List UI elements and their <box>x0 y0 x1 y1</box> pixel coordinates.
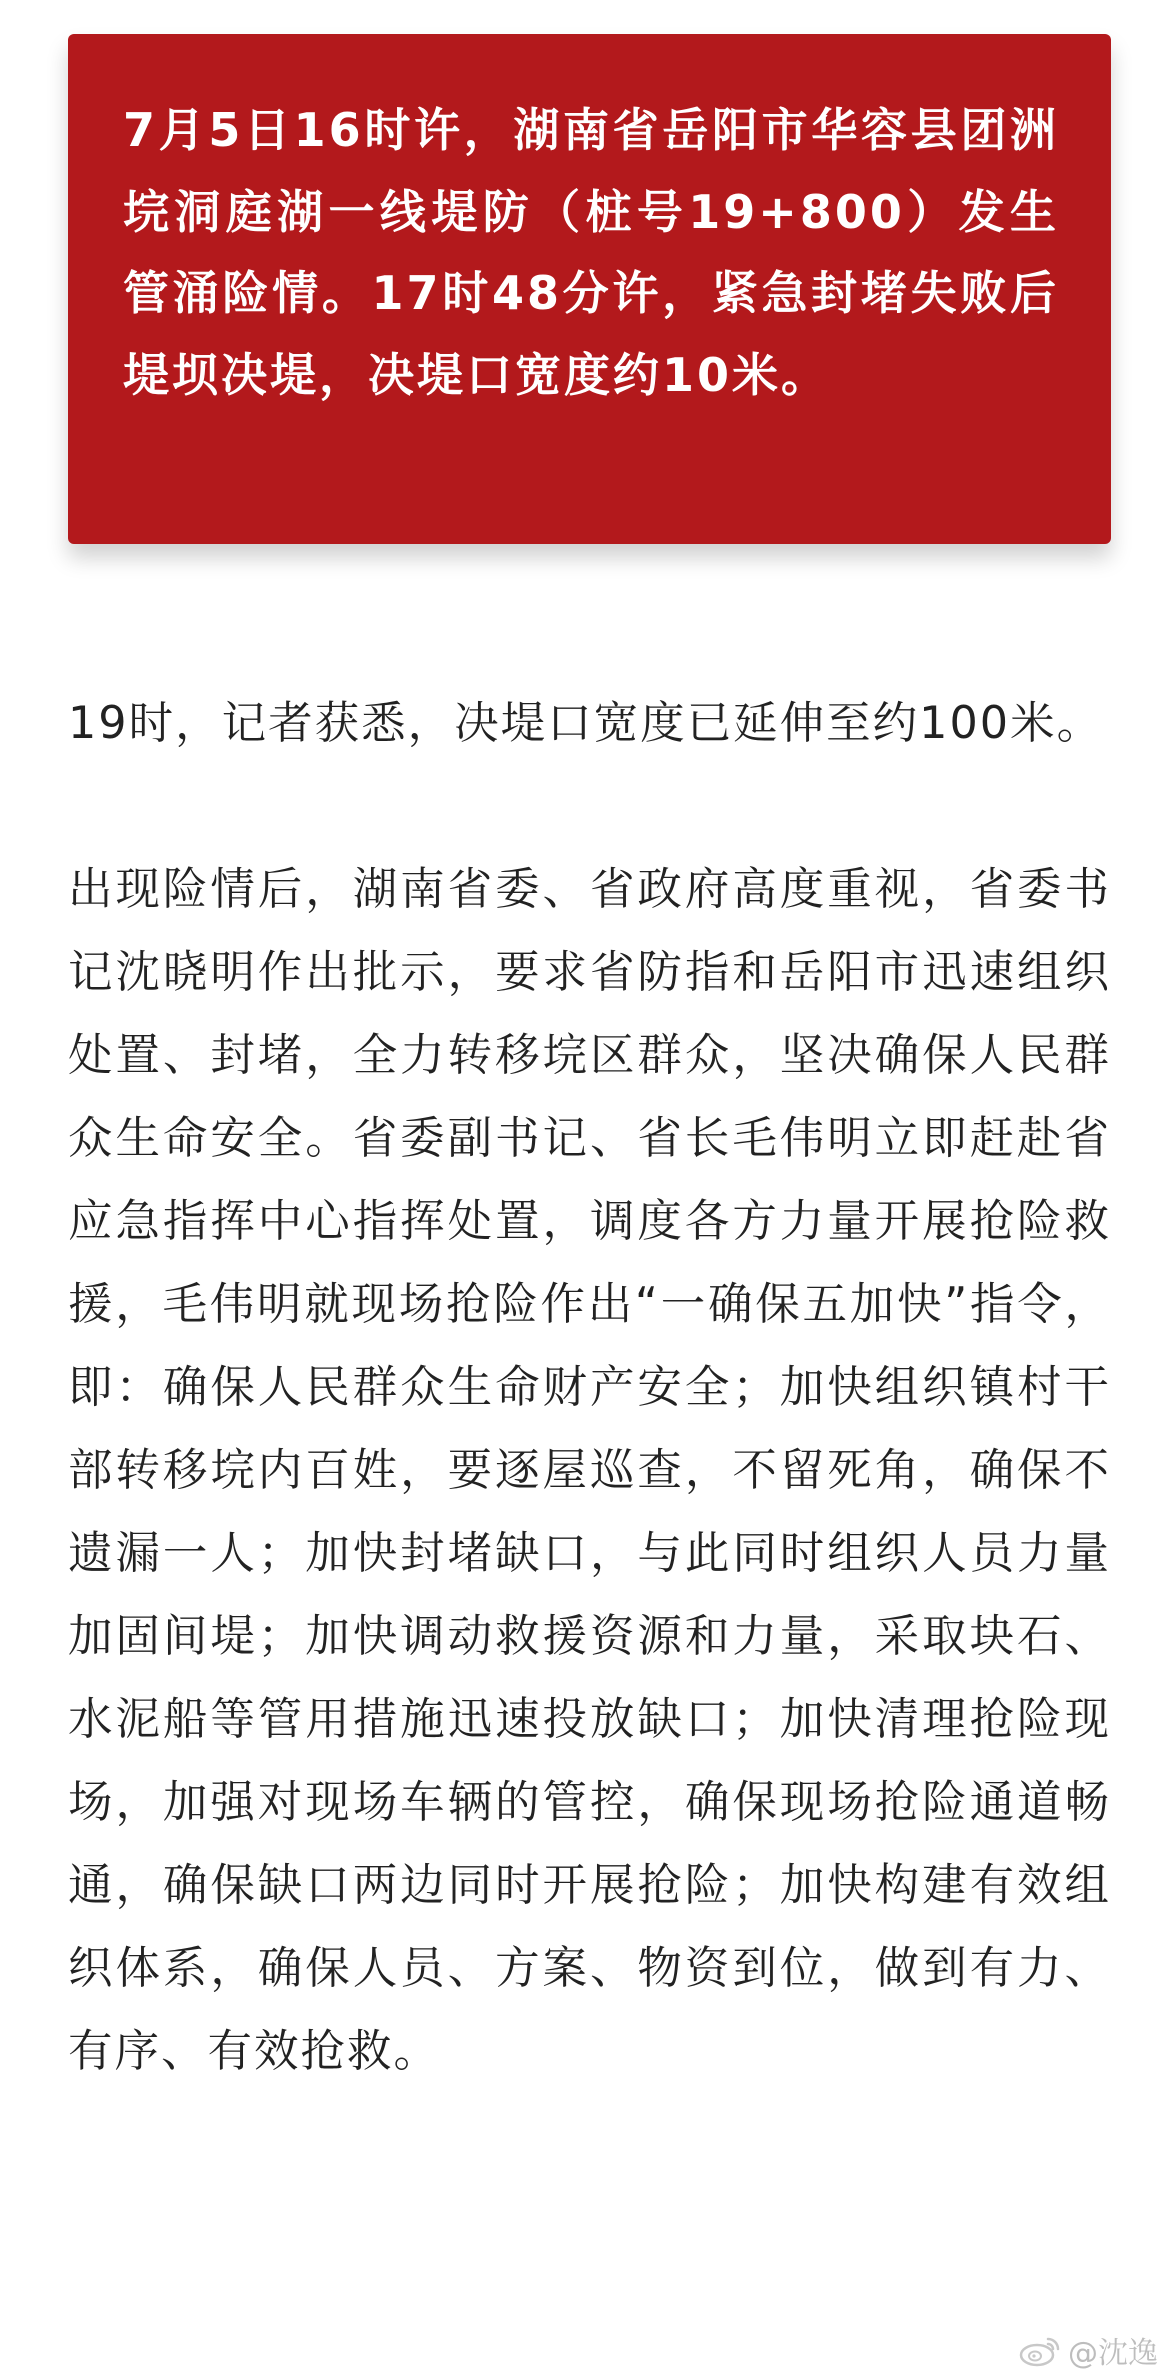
article-body <box>68 682 1111 2093</box>
weibo-icon <box>1018 2333 1062 2367</box>
watermark <box>1018 2328 1158 2372</box>
headline-callout <box>68 34 1111 544</box>
paragraph-response: 出现险情后，湖南省委、省政府高度重视，省委书记沈晓明作出批示，要求省防指和岳阳市迅速组织处置、封堵，全力转移垸区群众，坚决确保人民群众生命安全。省委副书记、省长毛伟明立即赶赴省应急指挥中心指挥处置，调度各方力量开展抢险救援，毛伟明就现场抢险作出“一确保五加快”指令，即：确保人民群众生命财产安全；加快组织镇村干部转移垸内百姓，要逐屋巡查，不留死角，确保不遗漏一人；加快封堵缺口，与此同时组织人员力量加固间堤；加快调动救援资源和力量，采取块石、水泥船等管用措施迅速投放缺口；加快清理抢险现场，加强对现场车辆的管控，确保现场抢险通道畅通，确保缺口两边同时开展抢险；加快构建有效组织体系，确保人员、方案、物资到位，做到有力、有序、有效抢救。 <box>68 864 1111 2077</box>
paragraph-update: 19时，记者获悉，决堤口宽度已延伸至约100米。 <box>68 698 1104 749</box>
callout-text: 7月5日16时许，湖南省岳阳市华容县团洲垸洞庭湖一线堤防（桩号19+800）发生管涌险情。17时48分许，紧急封堵失败后堤坝决堤，决堤口宽度约10米。 <box>123 103 1059 402</box>
watermark-text: @沈逸 <box>1068 2336 1158 2371</box>
